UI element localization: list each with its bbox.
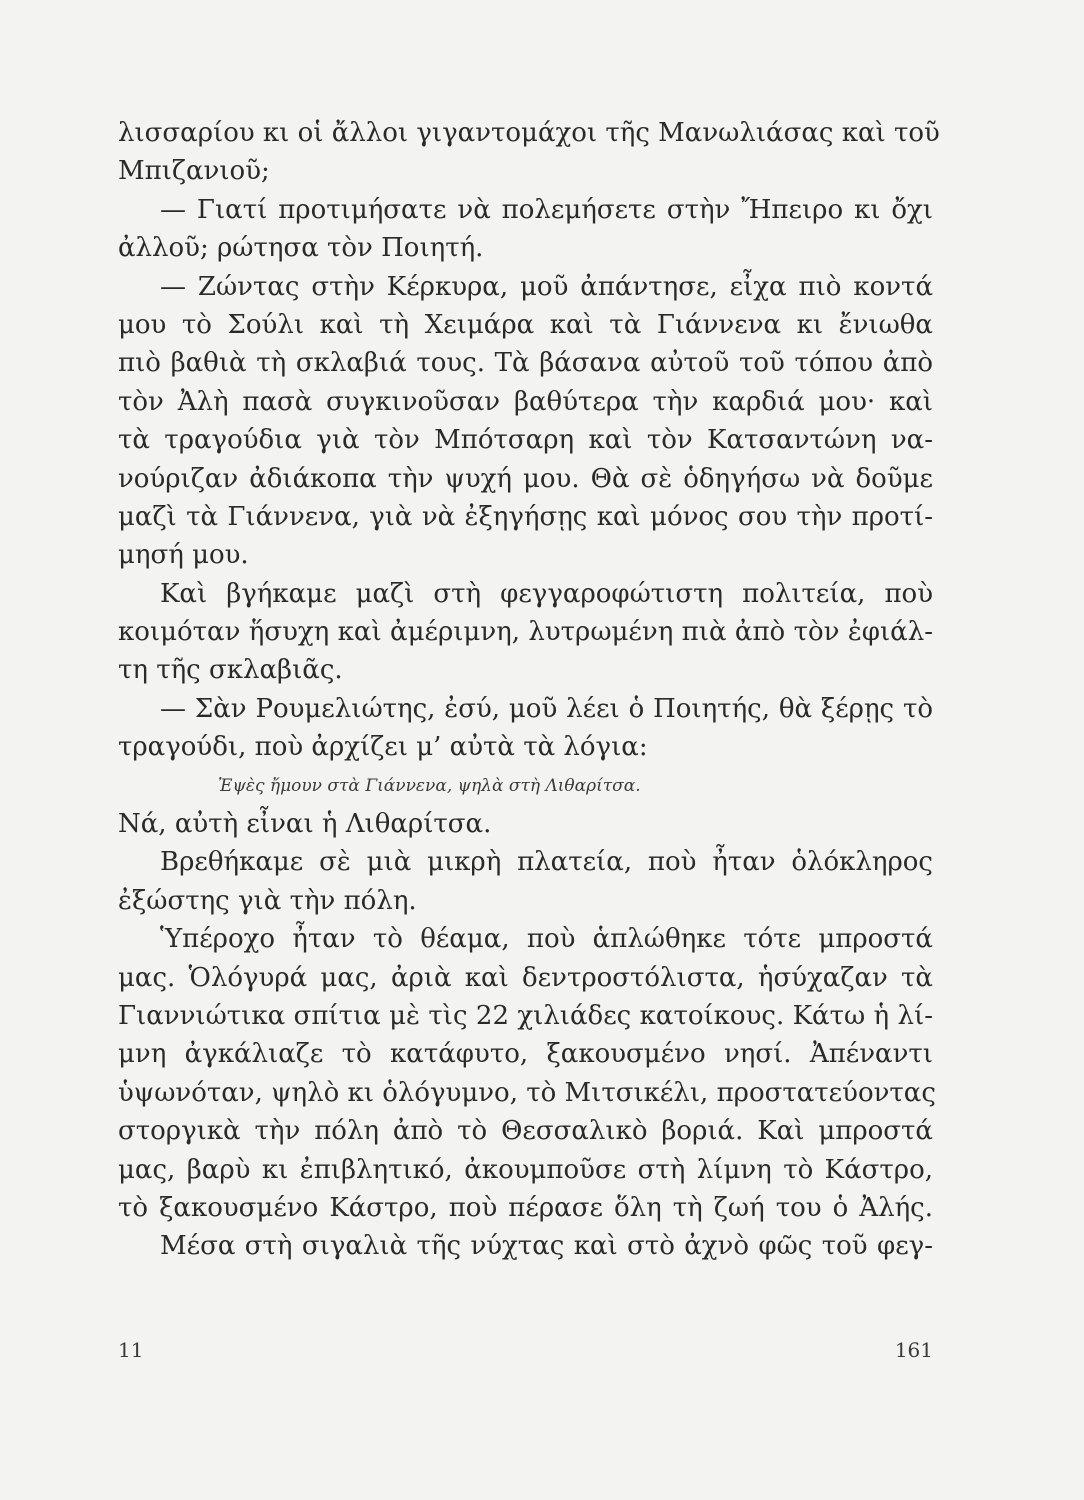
text-line: μας, βαρὺ κι ἐπιβλητικό, ἀκουμποῦσε στὴ λίμνη τὸ Κάστρο, bbox=[118, 1154, 933, 1185]
text-line: τὸν Ἀλὴ πασὰ συγκινοῦσαν βαθύτερα τὴν καρδιά μου· καὶ bbox=[118, 386, 933, 417]
text-line: Γιαννιώτικα σπίτια μὲ τὶς 22 χιλιάδες κατοίκους. Κάτω ἡ λί- bbox=[118, 1000, 933, 1031]
text-line: πιὸ βαθιὰ τὴ σκλαβιά τους. Τὰ βάσανα αὐτοῦ τοῦ τόπου ἀπὸ bbox=[118, 348, 933, 379]
text-line: Νά, αὐτὴ εἶναι ἡ Λιθαρίτσα. bbox=[118, 809, 492, 840]
text-line: τη τῆς σκλαβιᾶς. bbox=[118, 655, 343, 686]
text-line: νούριζαν ἀδιάκοπα τὴν ψυχή μου. Θὰ σὲ ὁδηγήσω νὰ δοῦμε bbox=[118, 463, 933, 494]
signature-mark: 11 bbox=[118, 1338, 144, 1362]
text-line: Καὶ βγήκαμε μαζὶ στὴ φεγγαροφώτιστη πολιτεία, ποὺ bbox=[160, 578, 933, 609]
text-line: κοιμόταν ἥσυχη καὶ ἀμέριμνη, λυτρωμένη πιὰ ἀπὸ τὸν ἐφιάλ- bbox=[118, 617, 933, 648]
text-line: ὑψωνόταν, ψηλὸ κι ὁλόγυμνο, τὸ Μιτσικέλι, προστατεύοντας bbox=[118, 1077, 936, 1108]
verse-quote: Ἐψὲς ἤμουν στὰ Γιάννενα, ψηλὰ στὴ Λιθαρίτσα. bbox=[218, 775, 641, 796]
text-line: — Σὰν Ρουμελιώτης, ἐσύ, μοῦ λέει ὁ Ποιητής, θὰ ξέρῃς τὸ bbox=[160, 693, 933, 724]
text-line: τὰ τραγούδια γιὰ τὸν Μπότσαρη καὶ τὸν Κατσαντώνη να- bbox=[118, 425, 933, 456]
text-line: Βρεθήκαμε σὲ μιὰ μικρὴ πλατεία, ποὺ ἦταν ὁλόκληρος bbox=[160, 847, 933, 878]
text-line: λισσαρίου κι οἱ ἄλλοι γιγαντομάχοι τῆς Μανωλιάσας καὶ τοῦ bbox=[118, 118, 940, 148]
text-line: Ὑπέροχο ἦταν τὸ θέαμα, ποὺ ἁπλώθηκε τότε μπροστά bbox=[160, 924, 933, 955]
body-text bbox=[118, 114, 940, 1266]
page-number: 161 bbox=[894, 1338, 933, 1362]
text-line: — Γιατί προτιμήσατε νὰ πολεμήσετε στὴν Ἤπειρο κι ὄχι bbox=[160, 194, 933, 225]
text-line: τραγούδι, ποὺ ἀρχίζει μ’ αὐτὰ τὰ λόγια: bbox=[118, 732, 648, 763]
text-line: Μπιζανιοῦ; bbox=[118, 156, 270, 187]
text-line: μαζὶ τὰ Γιάννενα, γιὰ νὰ ἐξηγήσῃς καὶ μόνος σου τὴν προτί- bbox=[118, 501, 933, 532]
text-line: ἐξώστης γιὰ τὴν πόλη. bbox=[118, 885, 417, 916]
text-line: Μέσα στὴ σιγαλιὰ τῆς νύχτας καὶ στὸ ἀχνὸ φῶς τοῦ φεγ- bbox=[160, 1231, 933, 1262]
text-line: μησή μου. bbox=[118, 540, 249, 571]
text-line: μνη ἀγκάλιαζε τὸ κατάφυτο, ξακουσμένο νησί. Ἀπέναντι bbox=[118, 1039, 933, 1070]
page-footer bbox=[118, 1338, 933, 1368]
text-line: στοργικὰ τὴν πόλη ἀπὸ τὸ Θεσσαλικὸ βοριά. Καὶ μπροστά bbox=[118, 1116, 933, 1147]
text-line: — Ζώντας στὴν Κέρκυρα, μοῦ ἀπάντησε, εἶχα πιὸ κοντά bbox=[160, 271, 933, 302]
text-line: μου τὸ Σούλι καὶ τὴ Χειμάρα καὶ τὰ Γιάννενα κι ἔνιωθα bbox=[118, 309, 933, 340]
text-line: ἀλλοῦ; ρώτησα τὸν Ποιητή. bbox=[118, 233, 484, 264]
text-line: μας. Ὁλόγυρά μας, ἀριὰ καὶ δεντροστόλιστα, ἡσύχαζαν τὰ bbox=[118, 962, 933, 993]
text-line: τὸ ξακουσμένο Κάστρο, ποὺ πέρασε ὅλη τὴ ζωή του ὁ Ἀλής. bbox=[118, 1192, 933, 1223]
